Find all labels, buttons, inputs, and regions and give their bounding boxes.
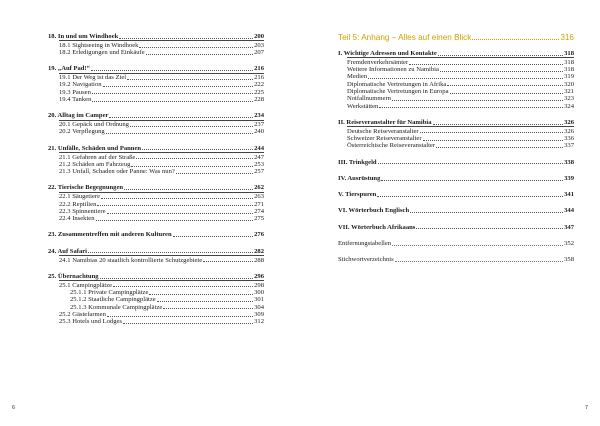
leader-dots (379, 107, 563, 108)
entry-title: 24. Auf Safari (48, 247, 88, 255)
entry-title: Diplomatische Vertretungen in Europa (347, 87, 449, 95)
toc-subentry[interactable] (59, 282, 264, 289)
toc-subentry[interactable] (347, 66, 574, 73)
leader-dots (378, 163, 564, 164)
leader-dots (130, 126, 253, 127)
entry-page-number: 337 (564, 142, 574, 150)
leader-dots (92, 93, 253, 94)
toc-plain-entry[interactable] (338, 256, 574, 263)
toc-subentry[interactable] (347, 73, 574, 80)
leader-dots (176, 173, 253, 174)
toc-subentry[interactable] (59, 257, 264, 264)
entry-page-number: 312 (254, 318, 264, 326)
entry-title: 20.1 Gepäck und Ordnung (59, 121, 129, 129)
entry-title: VII. Wörterbuch Afrikaans (338, 223, 416, 231)
leader-dots (438, 55, 563, 56)
toc-subentry[interactable] (59, 42, 264, 49)
entry-page-number: 253 (254, 160, 264, 168)
entry-page-number: 338 (564, 158, 574, 166)
toc-subentry[interactable] (59, 89, 264, 96)
leader-dots (100, 278, 254, 279)
entry-title: 24.1 Namibias 20 staatlich kontrollierte Schutzgebiete (59, 256, 203, 264)
entry-title: 25.1 Campingplätze (59, 281, 113, 289)
toc-subentry[interactable] (347, 59, 574, 66)
leader-dots (91, 70, 253, 71)
entry-page-number: 207 (254, 49, 264, 57)
toc-section (48, 33, 264, 56)
page-number-left: 6 (12, 405, 16, 411)
toc-subentry[interactable] (347, 142, 574, 149)
leader-dots (146, 54, 253, 55)
toc-subentry[interactable] (59, 49, 264, 56)
toc-section (338, 240, 574, 247)
toc-subentries (59, 40, 264, 56)
leader-dots (392, 245, 563, 246)
entry-title: 18.2 Erledigungen und Einkäufe (59, 49, 145, 57)
leader-dots (377, 196, 563, 197)
leader-dots (119, 38, 253, 39)
entry-title: 21.2 Schäden am Fahrzeug (59, 160, 131, 168)
toc-subentry[interactable] (347, 95, 574, 102)
entry-title: Notfallnummern (347, 95, 391, 103)
toc-subentry[interactable] (59, 201, 264, 208)
leader-dots (450, 93, 564, 94)
entry-page-number: 339 (564, 174, 574, 182)
entry-title: Österreichische Reiseveranstalter (347, 142, 436, 150)
toc-subentry[interactable] (59, 318, 264, 325)
entry-page-number: 247 (254, 153, 264, 161)
entry-title: 18.1 Sightseeing in Windhoek (59, 41, 139, 49)
toc-subentries (59, 152, 264, 175)
toc-section (48, 145, 264, 176)
entry-title: 25.1.3 Kommunale Campingplätze (70, 303, 163, 311)
entry-title: 20. Alltag im Camper (48, 112, 109, 120)
entry-page-number: 234 (254, 112, 264, 120)
toc-subentry[interactable] (59, 96, 264, 103)
entry-title: Deutsche Reiseveranstalter (347, 127, 419, 135)
entry-page-number: 324 (564, 102, 574, 110)
entry-page-number: 271 (254, 200, 264, 208)
entry-page-number: 228 (254, 96, 264, 104)
leader-dots (123, 323, 253, 324)
leader-dots (96, 220, 254, 221)
toc-section (338, 175, 574, 182)
leader-dots (173, 236, 253, 237)
entry-title: 20.2 Verpflegung (59, 128, 105, 136)
entry-title: 23. Zusammentreffen mit anderen Kulturen (48, 231, 172, 239)
toc-subentries (59, 255, 264, 264)
toc-chapter-entry[interactable] (338, 224, 574, 231)
entry-page-number: 318 (564, 58, 574, 66)
entry-title: 19.1 Der Weg ist das Ziel (59, 74, 127, 82)
entry-page-number: 240 (254, 128, 264, 136)
leader-dots (139, 47, 253, 48)
entry-title: 25.1.1 Private Campingplätze (70, 288, 149, 296)
leader-dots (392, 100, 563, 101)
entry-title: 21.3 Unfall, Schaden oder Panne: Was nun? (59, 168, 175, 176)
toc-chapter-entry[interactable] (48, 65, 264, 72)
part-title-page: 316 (560, 33, 574, 42)
toc-section (338, 191, 574, 198)
leader-dots (381, 180, 563, 181)
toc-chapter-entry[interactable] (338, 175, 574, 182)
toc-subentry[interactable] (347, 88, 574, 95)
entry-page-number: 326 (564, 118, 574, 126)
leader-dots (409, 64, 563, 65)
entry-page-number: 257 (254, 168, 264, 176)
toc-subentry[interactable] (59, 154, 264, 161)
toc-subentries (59, 73, 264, 104)
leader-dots (410, 212, 563, 213)
entry-page-number: 203 (254, 41, 264, 49)
toc-subentry[interactable] (347, 103, 574, 110)
entry-title: 21. Unfälle, Schäden und Pannen (48, 144, 142, 152)
leader-dots (436, 147, 563, 148)
entry-page-number: 341 (564, 191, 574, 199)
leader-dots (395, 261, 563, 262)
toc-chapter-entry[interactable] (48, 184, 264, 191)
toc-subentry[interactable] (59, 168, 264, 175)
leader-dots (472, 39, 559, 40)
entry-page-number: 298 (254, 281, 264, 289)
leader-dots (433, 124, 564, 125)
part-title-text: Teil 5: Anhang – Alles auf einen Blick (338, 33, 472, 42)
entry-title: 19.3 Pausen (59, 88, 91, 96)
entry-title: IV. Ausrüstung (338, 174, 381, 182)
toc-subentry[interactable] (347, 135, 574, 142)
leader-dots (447, 85, 563, 86)
entry-page-number: 276 (254, 231, 264, 239)
entry-page-number: 319 (564, 73, 574, 81)
page-number-right: 7 (584, 405, 588, 411)
toc-section (338, 50, 574, 110)
entry-page-number: 318 (564, 50, 574, 57)
toc-subentry[interactable] (59, 289, 264, 296)
leader-dots (124, 189, 253, 190)
leader-dots (88, 252, 253, 253)
toc-section (338, 224, 574, 231)
entry-page-number: 237 (254, 121, 264, 129)
entry-title: Stichwortverzeichnis (338, 256, 394, 264)
entry-title: I. Wichtige Adressen und Kontakte (338, 50, 437, 57)
toc-chapter-entry[interactable] (338, 191, 574, 198)
toc-section (48, 273, 264, 326)
toc-chapter-entry[interactable] (338, 119, 574, 126)
toc-subentry[interactable] (59, 296, 264, 303)
leader-dots (127, 79, 253, 80)
toc-section (48, 248, 264, 264)
entry-title: 19.2 Navigation (59, 81, 102, 89)
toc-subentries (59, 280, 264, 325)
entry-page-number: 300 (254, 288, 264, 296)
toc-chapter-entry[interactable] (48, 248, 264, 255)
leader-dots (131, 166, 253, 167)
leader-dots (92, 101, 253, 102)
toc-subentry[interactable] (59, 208, 264, 215)
leader-dots (149, 294, 253, 295)
entry-page-number: 347 (564, 223, 574, 231)
appendix-sections (338, 50, 574, 231)
entry-page-number: 274 (254, 207, 264, 215)
toc-subentry[interactable] (59, 81, 264, 88)
toc-section (48, 184, 264, 222)
toc-left-column (48, 33, 264, 334)
toc-section (338, 159, 574, 166)
leader-dots (109, 117, 253, 118)
entry-title: 22. Tierische Begegnungen (48, 184, 124, 192)
toc-chapter-entry[interactable] (48, 273, 264, 280)
entry-page-number: 275 (254, 215, 264, 223)
toc-section (48, 65, 264, 103)
toc-section (48, 112, 264, 135)
leader-dots (103, 86, 254, 87)
entry-page-number: 304 (254, 303, 264, 311)
entry-title: II. Reiseveranstalter für Namibia (338, 118, 432, 126)
entry-title: 22.4 Insekten (59, 215, 95, 223)
entry-page-number: 282 (254, 247, 264, 255)
toc-subentry[interactable] (59, 304, 264, 311)
entry-title: Entfernungstabellen (338, 240, 392, 248)
toc-subentry[interactable] (347, 81, 574, 88)
entry-title: V. Tierspuren (338, 191, 377, 199)
toc-subentry[interactable] (59, 311, 264, 318)
toc-subentry[interactable] (59, 193, 264, 200)
toc-subentry[interactable] (59, 161, 264, 168)
entry-page-number: 321 (564, 87, 574, 95)
entry-title: VI. Wörterbuch Englisch (338, 207, 410, 215)
entry-page-number: 320 (564, 80, 574, 88)
toc-subentries (59, 192, 264, 223)
entry-page-number: 262 (254, 184, 264, 192)
entry-title: 22.2 Reptilien (59, 200, 97, 208)
entry-title: Schweizer Reiseveranstalter (347, 134, 422, 142)
entry-page-number: 318 (564, 66, 574, 74)
entry-title: 18. In und um Windhoek (48, 33, 119, 40)
entry-title: Weitere Informationen zu Namibia (347, 66, 439, 74)
right-page (300, 0, 600, 426)
toc-section (48, 231, 264, 238)
entry-title: 21.1 Gefahren auf der Straße (59, 153, 136, 161)
entry-title: 19.4 Tanken (59, 96, 92, 104)
entry-title: Diplomatische Vertretungen in Afrika (347, 80, 447, 88)
toc-subentry[interactable] (347, 128, 574, 135)
entry-page-number: 225 (254, 88, 264, 96)
leader-dots (368, 78, 563, 79)
entry-title: 22.1 Säugetiere (59, 193, 101, 201)
leader-dots (423, 140, 564, 141)
entry-page-number: 358 (564, 256, 574, 264)
toc-subentry[interactable] (59, 215, 264, 222)
toc-chapter-entry[interactable] (48, 231, 264, 238)
entry-title: Fremdenverkehrsämter (347, 58, 409, 66)
entry-title: III. Trinkgeld (338, 158, 377, 166)
entry-page-number: 344 (564, 207, 574, 215)
entry-page-number: 222 (254, 81, 264, 89)
toc-subentries (347, 126, 574, 149)
toc-subentry[interactable] (59, 128, 264, 135)
toc-subentry[interactable] (59, 121, 264, 128)
appendix-plain-entries (338, 240, 574, 264)
toc-section (338, 119, 574, 150)
toc-subentries (59, 120, 264, 136)
entry-page-number: 309 (254, 310, 264, 318)
entry-page-number: 288 (254, 256, 264, 264)
toc-section (338, 256, 574, 263)
toc-section (338, 207, 574, 214)
leader-dots (420, 132, 564, 133)
entry-page-number: 244 (254, 144, 264, 152)
entry-page-number: 326 (564, 127, 574, 135)
entry-title: 25.2 Gästefarmen (59, 310, 106, 318)
toc-chapter-entry[interactable] (338, 50, 574, 57)
leader-dots (163, 308, 253, 309)
entry-title: Werkstätten (347, 102, 379, 110)
leader-dots (106, 133, 253, 134)
entry-page-number: 296 (254, 272, 264, 280)
entry-page-number: 216 (254, 65, 264, 73)
leader-dots (440, 71, 563, 72)
entry-page-number: 200 (254, 33, 264, 40)
toc-chapter-entry[interactable] (338, 207, 574, 214)
toc-chapter-entry[interactable] (48, 145, 264, 152)
leader-dots (97, 205, 253, 206)
leader-dots (101, 198, 253, 199)
entry-page-number: 263 (254, 193, 264, 201)
leader-dots (157, 301, 253, 302)
toc-subentry[interactable] (59, 74, 264, 81)
toc-right-column (338, 33, 574, 273)
toc-plain-entry[interactable] (338, 240, 574, 247)
entry-page-number: 216 (254, 74, 264, 82)
toc-subentries (347, 57, 574, 110)
entry-title: 25.3 Hotels und Lodges (59, 318, 123, 326)
part-title (338, 33, 574, 42)
leader-dots (136, 158, 253, 159)
entry-title: 25. Übernachtung (48, 272, 99, 280)
entry-page-number: 336 (564, 134, 574, 142)
entry-page-number: 352 (564, 240, 574, 248)
toc-chapter-entry[interactable] (338, 159, 574, 166)
entry-title: Medien (347, 73, 368, 81)
leader-dots (203, 261, 253, 262)
leader-dots (107, 213, 254, 214)
entry-title: 19. „Auf Pad!“ (48, 65, 90, 73)
leader-dots (107, 316, 253, 317)
leader-dots (113, 286, 253, 287)
leader-dots (416, 228, 563, 229)
leader-dots (142, 149, 253, 150)
entry-page-number: 323 (564, 95, 574, 103)
entry-title: 25.1.2 Staatliche Campingplätze (70, 296, 156, 304)
toc-chapter-entry[interactable] (48, 112, 264, 119)
toc-chapter-entry[interactable] (48, 33, 264, 40)
entry-title: 22.3 Spinnentiere (59, 207, 106, 215)
entry-page-number: 301 (254, 296, 264, 304)
